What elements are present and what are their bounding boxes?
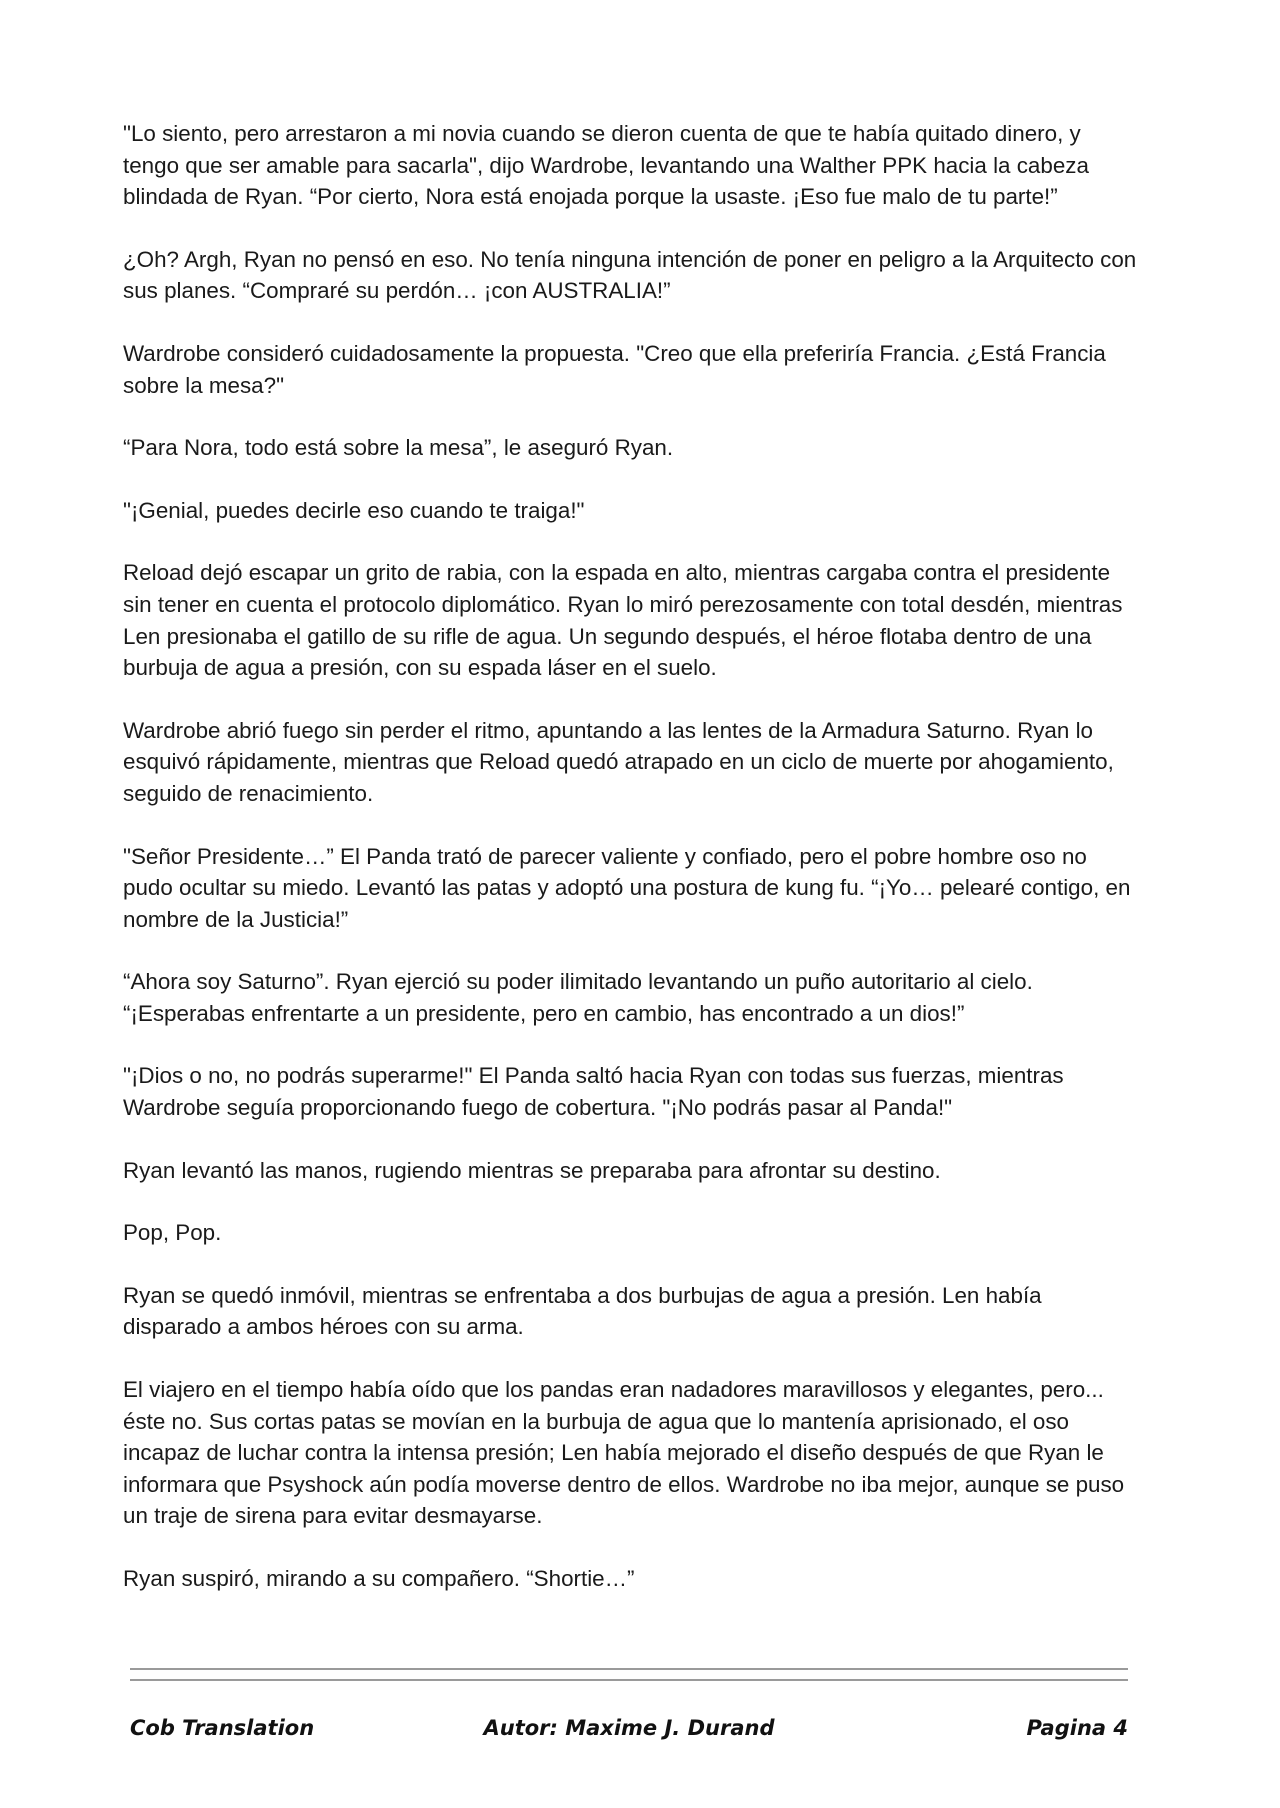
paragraph-3: Wardrobe consideró cuidadosamente la propuesta. "Creo que ella preferiría Francia. ¿Está Francia sobre la mesa?" [123, 340, 1106, 398]
paragraph-6: Reload dejó escapar un grito de rabia, con la espada en alto, mientras cargaba contra el presidente sin tener en cuenta el protocolo diplomático. Ryan lo miró perezosamente con total desdén, mientras Len presionaba el gatillo de su rifle de agua. Un segundo después, el héroe flotaba dentro de una burbuja de agua a presión, con su espada láser en el suelo. [123, 560, 1123, 681]
paragraph-13: Ryan se quedó inmóvil, mientras se enfrentaba a dos burbujas de agua a presión. Len había disparado a ambos héroes con su arma. [123, 1282, 1042, 1340]
footer-divider [130, 1668, 1128, 1690]
footer-author: Autor: Maxime J. Durand [483, 1716, 775, 1740]
paragraph-12: Pop, Pop. [123, 1220, 222, 1246]
body-text [123, 118, 1138, 1626]
paragraph-14: El viajero en el tiempo había oído que los pandas eran nadadores maravillosos y elegantes, pero... éste no. Sus cortas patas se movían en la burbuja de agua que lo mantenía aprisionado, el oso incapaz de luchar contra la intensa presión; Len había mejorado el diseño después de que Ryan le informara que Psyshock aún podía moverse dentro de ellos. Wardrobe no iba mejor, aunque se puso un traje de sirena para evitar desmayarse. [123, 1377, 1125, 1529]
paragraph-5: "¡Genial, puedes decirle eso cuando te traiga!" [123, 497, 585, 523]
paragraph-2: ¿Oh? Argh, Ryan no pensó en eso. No tenía ninguna intención de poner en peligro a la Arquitecto con sus planes. “Compraré su perdón… ¡con AUSTRALIA!” [123, 246, 1137, 304]
footer-rule-bottom [130, 1679, 1128, 1681]
page-footer [130, 1716, 1128, 1746]
paragraph-10: "¡Dios o no, no podrás superarme!" El Panda saltó hacia Ryan con todas sus fuerzas, mientras Wardrobe seguía proporcionando fuego de cobertura. "¡No podrás pasar al Panda!" [123, 1063, 1064, 1121]
paragraph-15: Ryan suspiró, mirando a su compañero. “Shortie…” [123, 1566, 635, 1591]
paragraph-1: "Lo siento, pero arrestaron a mi novia cuando se dieron cuenta de que te había quitado dinero, y tengo que ser amable para sacarla", dijo Wardrobe, levantando una Walther PPK hacia la cabeza blindada de Ryan. “Por cierto, Nora está enojada porque la usaste. ¡Eso fue malo de tu parte!” [123, 121, 1089, 210]
footer-translator: Cob Translation [130, 1716, 315, 1740]
footer-page-number: Pagina 4 [1026, 1716, 1128, 1740]
paragraph-8: "Señor Presidente…” El Panda trató de parecer valiente y confiado, pero el pobre hombre oso no pudo ocultar su miedo. Levantó las patas y adoptó una postura de kung fu. “¡Yo… pelearé contigo, en nombre de la Justicia!” [123, 843, 1131, 932]
paragraph-7: Wardrobe abrió fuego sin perder el ritmo, apuntando a las lentes de la Armadura Saturno. Ryan lo esquivó rápidamente, mientras que Reload quedó atrapado en un ciclo de muerte por ahogamiento, seguido de renacimiento. [123, 717, 1114, 806]
paragraph-11: Ryan levantó las manos, rugiendo mientras se preparaba para afrontar su destino. [123, 1157, 941, 1183]
footer-rule-top [130, 1668, 1128, 1670]
paragraph-9: “Ahora soy Saturno”. Ryan ejerció su poder ilimitado levantando un puño autoritario al cielo. “¡Esperabas enfrentarte a un presidente, pero en cambio, has encontrado a un dios!” [123, 969, 1033, 1026]
paragraph-4: “Para Nora, todo está sobre la mesa”, le aseguró Ryan. [123, 435, 674, 461]
